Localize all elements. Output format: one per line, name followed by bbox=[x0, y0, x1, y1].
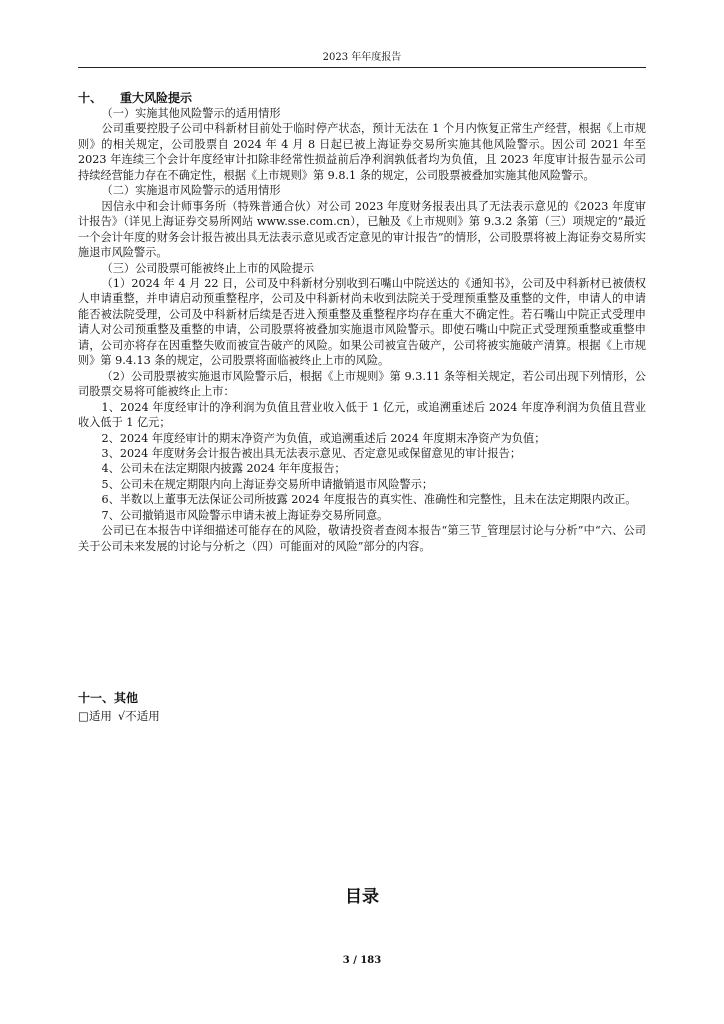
subheading-delisting-risk-warning: （二）实施退市风险警示的适用情形 bbox=[101, 184, 281, 198]
condition-item-5: 5、公司未在规定期限内向上海证券交易所申请撤销退市风险警示； bbox=[101, 477, 434, 491]
condition-item-2: 2、2024 年度经审计的期末净资产为负值，或追溯重述后 2024 年度期末净资产为负值； bbox=[101, 431, 546, 445]
option-applicable: □适用 bbox=[78, 709, 112, 723]
section-10-heading bbox=[78, 90, 192, 106]
page-header: 2023 年年度报告 bbox=[322, 52, 402, 63]
paragraph-risk-reference: 公司已在本报告中详细描述可能存在的风险，敬请投资者查阅本报告“第三节_管理层讨论与分析”中“六、公司关于公司未来发展的讨论与分析之（四）可能面对的风险”部分的内容。 bbox=[78, 524, 646, 553]
section-10-number: 十、 bbox=[78, 91, 103, 105]
condition-item-6: 6、半数以上董事无法保证公司所披露 2024 年度报告的真实性、准确性和完整性，且未在法定期限内改正。 bbox=[101, 493, 637, 507]
option-not-applicable: √不适用 bbox=[117, 709, 160, 723]
paragraph-delisting-conditions-intro: （2）公司股票被实施退市风险警示后，根据《上市规则》第 9.3.11 条等相关规定，若公司出现下列情形，公司股票交易将可能被终止上市： bbox=[78, 369, 646, 399]
section-10-title: 重大风险提示 bbox=[120, 91, 193, 105]
subheading-other-risk-warning: （一）实施其他风险警示的适用情形 bbox=[101, 107, 281, 120]
toc-title: 目录 bbox=[345, 887, 379, 907]
condition-item-1: 1、2024 年度经审计的净利润为负值且营业收入低于 1 亿元，或追溯重述后 2024 年度净利润为负值且营业收入低于 1 亿元； bbox=[78, 400, 646, 430]
section-11-heading: 十一、其他 bbox=[78, 691, 139, 705]
paragraph-delisting-risk-warning: 因信永中和会计师事务所（特殊普通合伙）对公司 2023 年度财务报表出具了无法表示意见的《2023 年度审计报告》（详见上海证券交易所网站 www.sse.com.cn），已触及《上市规则》第 9.3.2 条第（三）项规定的“最近一个会计年度的财务会计报告被出具无法表示意见或否定意见的审计报告”的情形，公司股票将被上海证券交易所实施退市风险警示。 bbox=[78, 199, 646, 260]
paragraph-other-risk-warning: 公司重要控股子公司中科新材目前处于临时停产状态，预计无法在 1 个月内恢复正常生产经营，根据《上市规则》的相关规定，公司股票自 2024 年 4 月 8 日起已被上海证券交易所实施其他风险警示。因公司 2021 年至 2023 年连续三个会计年度经审计扣除非经常性损益前后净利润孰低者均为负值，且 2023 年度审计报告显示公司持续经营能力存在不确定性，根据《上市规则》第 9.8.1 条的规定，公司股票被叠加实施其他风险警示。 bbox=[78, 122, 646, 182]
subheading-termination-risk: （三）公司股票可能被终止上市的风险提示 bbox=[101, 261, 315, 275]
section-10-body bbox=[78, 106, 646, 554]
condition-item-3: 3、2024 年度财务会计报告被出具无法表示意见、否定意见或保留意见的审计报告； bbox=[101, 446, 522, 460]
applicability-options bbox=[78, 709, 166, 724]
paragraph-reorganization-risk: （1）2024 年 4 月 22 日，公司及中科新材分别收到石嘴山中院送达的《通知书》，公司及中科新材已被债权人申请重整，并申请启动预重整程序，公司及中科新材尚未收到法院关于受理预重整及重整的文件，申请人的申请能否被法院受理，公司及中科新材后续是否进入预重整及重整程序均存在重大不确定性。若石嘴山中院正式受理申请人对公司预重整及重整的申请，公司股票将被叠加实施退市风险警示。即使石嘴山中院正式受理预重整或重整申请，公司亦将存在因重整失败而被宣告破产的风险。如果公司被宣告破产，公司将被实施破产清算。根据《上市规则》第 9.4.13 条的规定，公司股票将面临被终止上市的风险。 bbox=[78, 276, 646, 368]
condition-item-4: 4、公司未在法定期限内披露 2024 年年度报告； bbox=[101, 462, 346, 476]
header-divider bbox=[78, 67, 646, 68]
condition-item-7: 7、公司撤销退市风险警示申请未被上海证券交易所同意。 bbox=[101, 508, 389, 522]
page-number: 3 / 183 bbox=[342, 955, 382, 966]
